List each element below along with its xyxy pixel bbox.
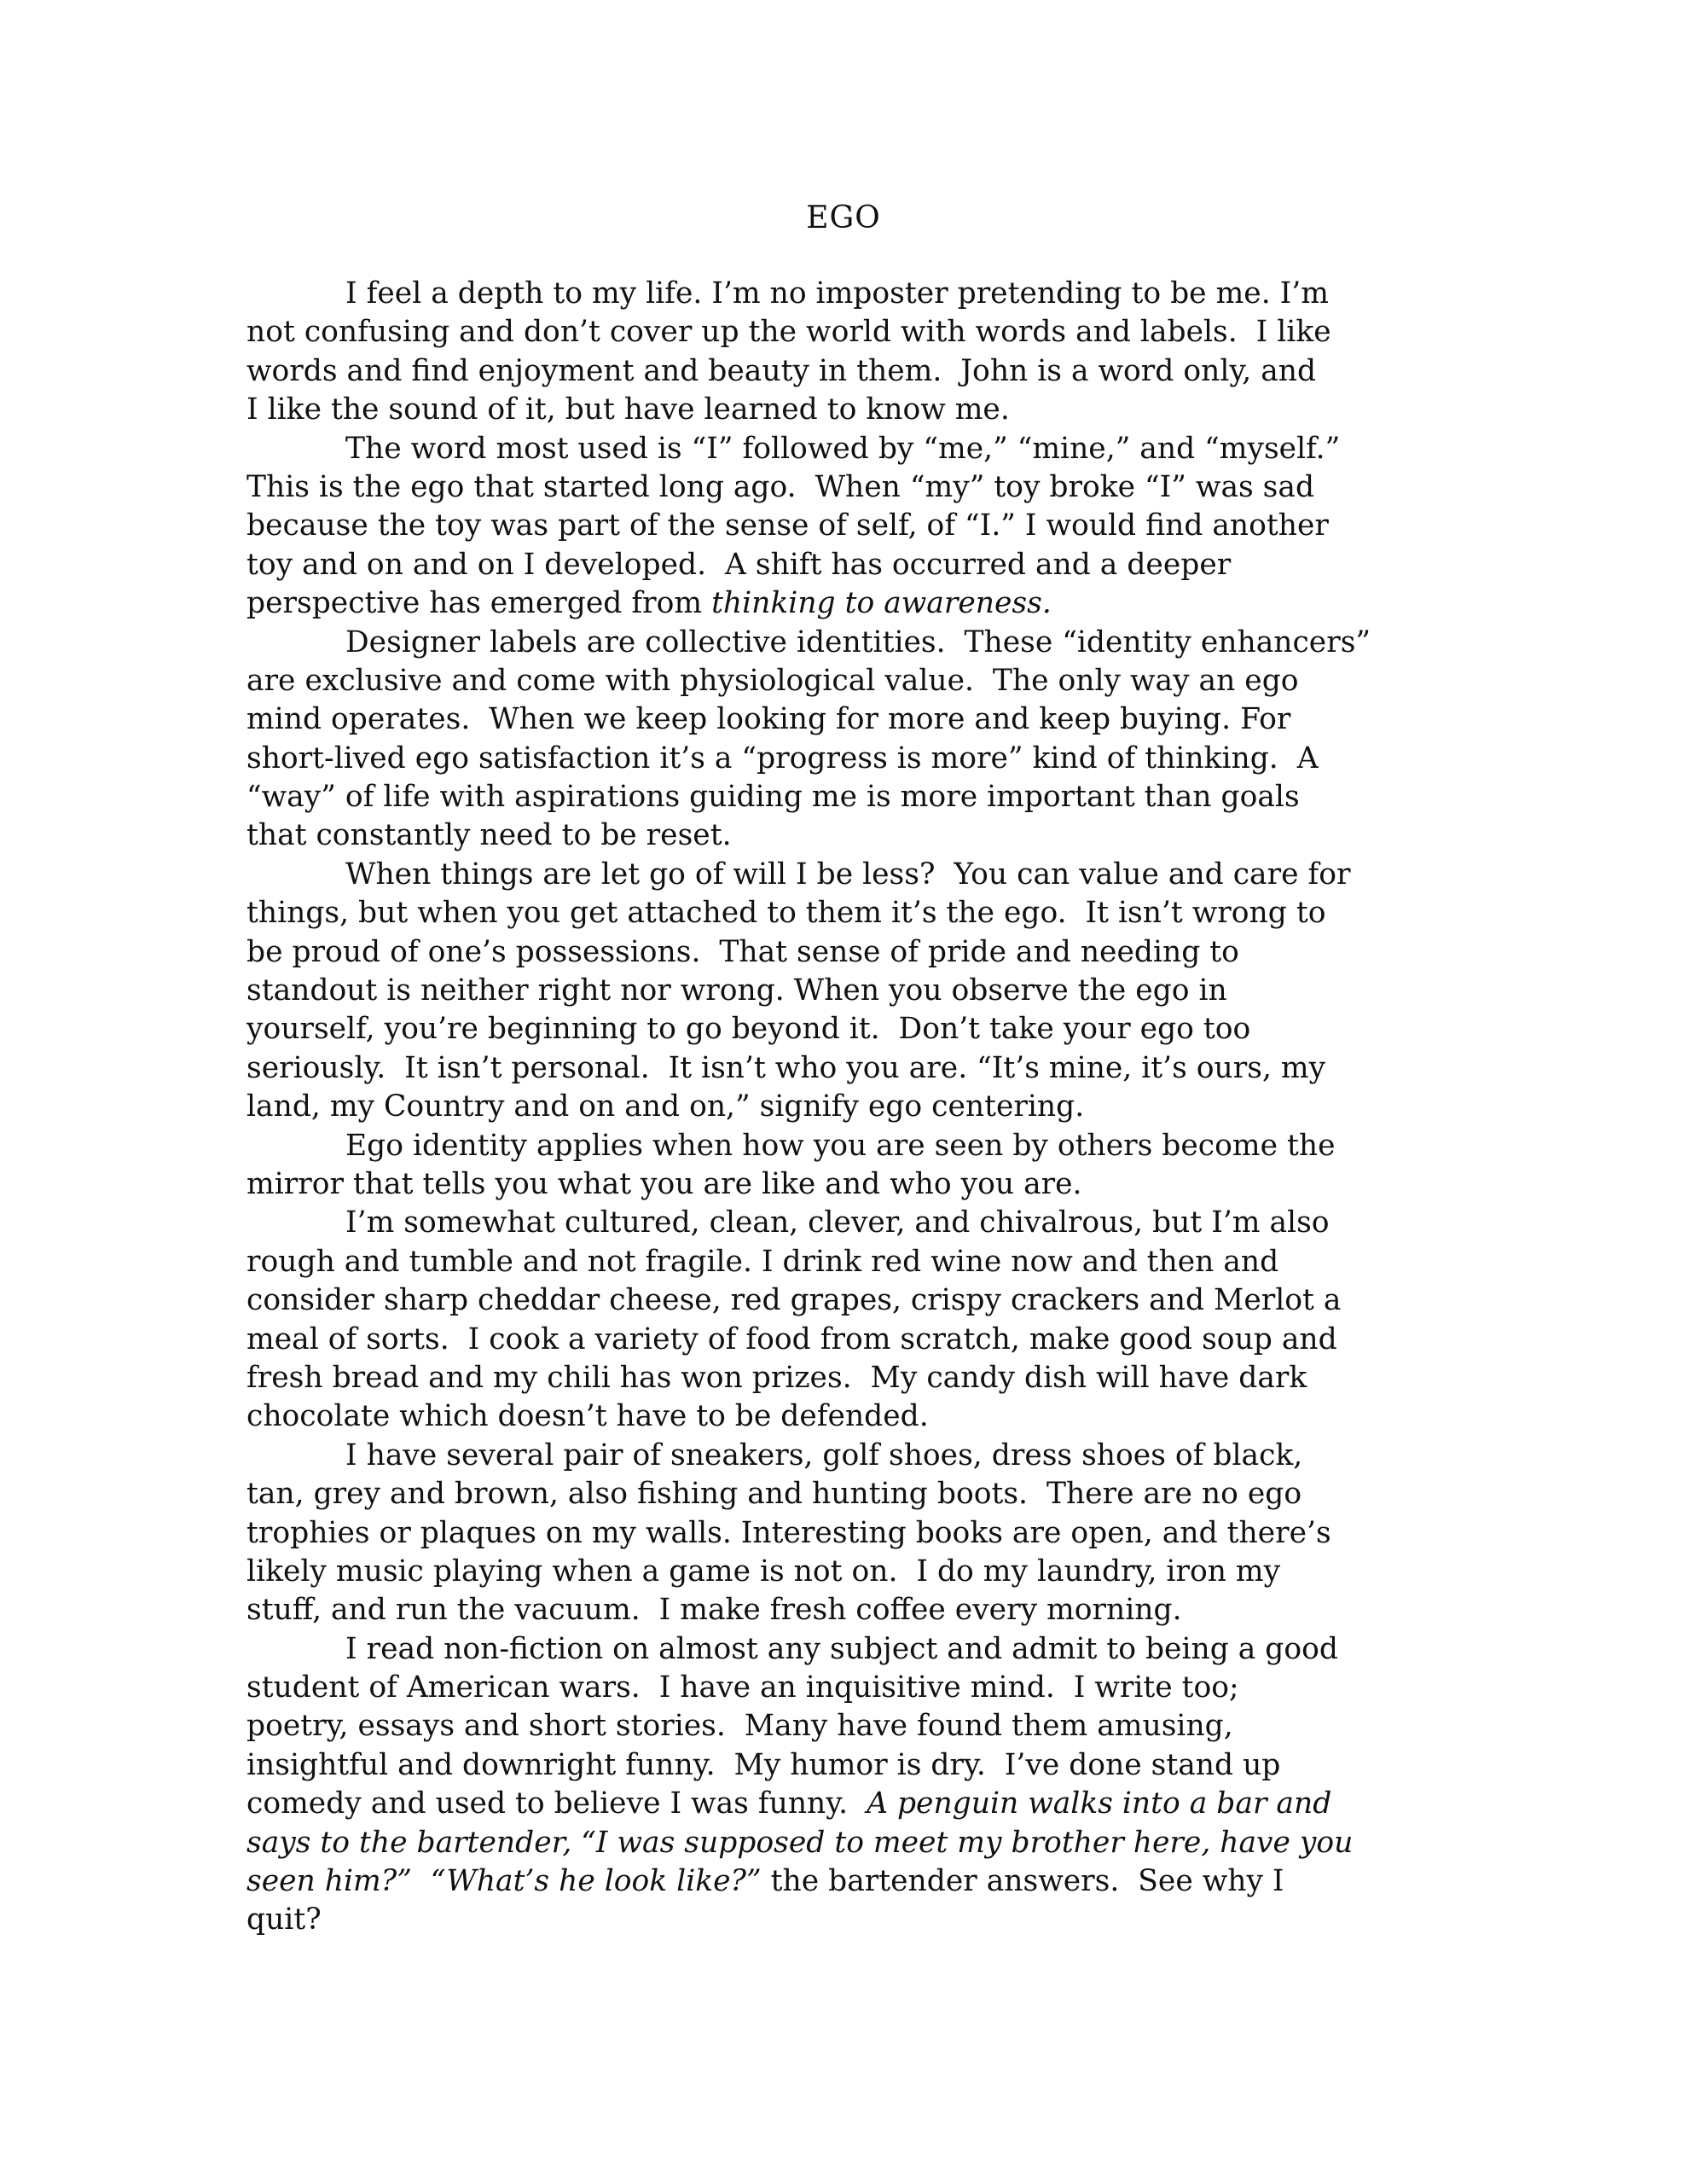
text-segment: short-lived ego satisfaction it’s a “progress is more” kind of thinking. A bbox=[246, 741, 1319, 775]
text-line bbox=[246, 1901, 1458, 1939]
italic-text-segment: seen him?” “What’s he look like?” bbox=[246, 1864, 762, 1899]
text-segment: not confusing and don’t cover up the world with words and labels. I like bbox=[246, 315, 1331, 350]
text-segment: standout is neither right nor wrong. When you observe the ego in bbox=[246, 973, 1227, 1008]
text-line bbox=[246, 1127, 1458, 1165]
text-line bbox=[246, 972, 1458, 1010]
text-line bbox=[246, 1397, 1458, 1436]
text-segment: I like the sound of it, but have learned to know me. bbox=[246, 392, 1010, 427]
text-segment: “way” of life with aspirations guiding me is more important than goals bbox=[246, 780, 1300, 815]
text-line bbox=[246, 1669, 1458, 1707]
text-line bbox=[246, 1321, 1458, 1359]
text-segment: I read non-fiction on almost any subject and admit to being a good bbox=[345, 1631, 1339, 1666]
text-line bbox=[246, 352, 1458, 391]
text-segment: mind operates. When we keep looking for more and keep buying. For bbox=[246, 702, 1291, 737]
text-segment: toy and on and on I developed. A shift has occurred and a deeper bbox=[246, 547, 1232, 582]
text-segment: because the toy was part of the sense of self, of “I.” I would find another bbox=[246, 508, 1329, 543]
text-line bbox=[246, 391, 1458, 429]
text-segment: likely music playing when a game is not on. I do my laundry, iron my bbox=[246, 1554, 1281, 1589]
text-line bbox=[246, 1591, 1458, 1629]
text-line bbox=[246, 1707, 1458, 1745]
text-line bbox=[246, 1862, 1458, 1901]
text-segment: rough and tumble and not fragile. I drink red wine now and then and bbox=[246, 1244, 1279, 1279]
text-segment: tan, grey and brown, also fishing and hunting boots. There are no ego bbox=[246, 1477, 1302, 1512]
text-line bbox=[246, 275, 1458, 313]
text-line bbox=[246, 1165, 1458, 1204]
text-segment: Ego identity applies when how you are seen by others become the bbox=[345, 1128, 1336, 1163]
text-segment: perspective has emerged from bbox=[246, 586, 712, 621]
text-line bbox=[246, 1630, 1458, 1669]
text-segment: be proud of one’s possessions. That sense of pride and needing to bbox=[246, 934, 1239, 969]
text-line bbox=[246, 1088, 1458, 1126]
text-segment: student of American wars. I have an inquisitive mind. I write too; bbox=[246, 1670, 1239, 1705]
text-line bbox=[246, 700, 1458, 739]
text-segment: land, my Country and on and on,” signify ego centering. bbox=[246, 1089, 1085, 1124]
text-segment: comedy and used to believe I was funny. bbox=[246, 1786, 867, 1821]
text-segment: I’m somewhat cultured, clean, clever, and chivalrous, but I’m also bbox=[345, 1205, 1330, 1240]
italic-text-segment: A penguin walks into a bar and bbox=[867, 1786, 1332, 1821]
text-segment: trophies or plaques on my walls. Interesting books are open, and there’s bbox=[246, 1515, 1331, 1550]
text-line bbox=[246, 1243, 1458, 1281]
text-segment: When things are let go of will I be less? You can value and care for bbox=[345, 857, 1351, 892]
text-segment: quit? bbox=[246, 1902, 322, 1937]
text-segment: This is the ego that started long ago. When “my” toy broke “I” was sad bbox=[246, 469, 1315, 504]
text-line bbox=[246, 1359, 1458, 1397]
text-segment: yourself, you’re beginning to go beyond it. Don’t take your ego too bbox=[246, 1012, 1251, 1047]
text-line bbox=[246, 1785, 1458, 1823]
text-line bbox=[246, 1514, 1458, 1553]
italic-text-segment: thinking to awareness. bbox=[711, 586, 1052, 621]
text-segment: mirror that tells you what you are like and who you are. bbox=[246, 1166, 1082, 1201]
text-line bbox=[246, 546, 1458, 584]
text-segment: meal of sorts. I cook a variety of food from scratch, make good soup and bbox=[246, 1321, 1337, 1356]
text-segment: stuff, and run the vacuum. I make fresh coffee every morning. bbox=[246, 1593, 1182, 1628]
text-line bbox=[246, 933, 1458, 972]
text-segment: I feel a depth to my life. I’m no imposter pretending to be me. I’m bbox=[345, 276, 1329, 311]
text-line bbox=[246, 856, 1458, 894]
text-line bbox=[246, 1553, 1458, 1591]
text-line bbox=[246, 430, 1458, 468]
text-segment: fresh bread and my chili has won prizes. My candy dish will have dark bbox=[246, 1360, 1307, 1395]
text-segment: I have several pair of sneakers, golf shoes, dress shoes of black, bbox=[345, 1438, 1303, 1472]
text-segment: chocolate which doesn’t have to be defended. bbox=[246, 1399, 929, 1434]
text-line bbox=[246, 507, 1458, 545]
text-line bbox=[246, 1475, 1458, 1513]
text-line bbox=[246, 1281, 1458, 1320]
document-body bbox=[246, 275, 1458, 1940]
text-segment: words and find enjoyment and beauty in them. John is a word only, and bbox=[246, 353, 1317, 388]
text-line bbox=[246, 468, 1458, 507]
text-segment: poetry, essays and short stories. Many have found them amusing, bbox=[246, 1709, 1233, 1744]
text-segment: insightful and downright funny. My humor is dry. I’ve done stand up bbox=[246, 1747, 1281, 1782]
text-line bbox=[246, 1824, 1458, 1862]
italic-text-segment: says to the bartender, “I was supposed to meet my brother here, have you bbox=[246, 1825, 1354, 1860]
text-line bbox=[246, 1204, 1458, 1242]
text-line bbox=[246, 662, 1458, 700]
text-segment: consider sharp cheddar cheese, red grapes, crispy crackers and Merlot a bbox=[246, 1283, 1342, 1318]
text-line bbox=[246, 584, 1458, 623]
text-line bbox=[246, 624, 1458, 662]
text-line bbox=[246, 1010, 1458, 1048]
text-segment: the bartender answers. See why I bbox=[761, 1864, 1284, 1899]
text-segment: The word most used is “I” followed by “me,” “mine,” and “myself.” bbox=[345, 431, 1341, 466]
text-segment: seriously. It isn’t personal. It isn’t who you are. “It’s mine, it’s ours, my bbox=[246, 1050, 1326, 1085]
text-segment: are exclusive and come with physiological value. The only way an ego bbox=[246, 663, 1299, 698]
text-segment: things, but when you get attached to them it’s the ego. It isn’t wrong to bbox=[246, 896, 1326, 931]
text-segment: Designer labels are collective identities. These “identity enhancers” bbox=[345, 624, 1371, 659]
text-line bbox=[246, 778, 1458, 816]
text-line bbox=[246, 894, 1458, 932]
text-line bbox=[246, 740, 1458, 778]
document-title: EGO bbox=[806, 200, 881, 235]
text-line bbox=[246, 313, 1458, 351]
text-line bbox=[246, 1746, 1458, 1785]
text-segment: that constantly need to be reset. bbox=[246, 818, 732, 853]
text-line bbox=[246, 816, 1458, 855]
text-line bbox=[246, 1437, 1458, 1475]
text-line bbox=[246, 1049, 1458, 1088]
